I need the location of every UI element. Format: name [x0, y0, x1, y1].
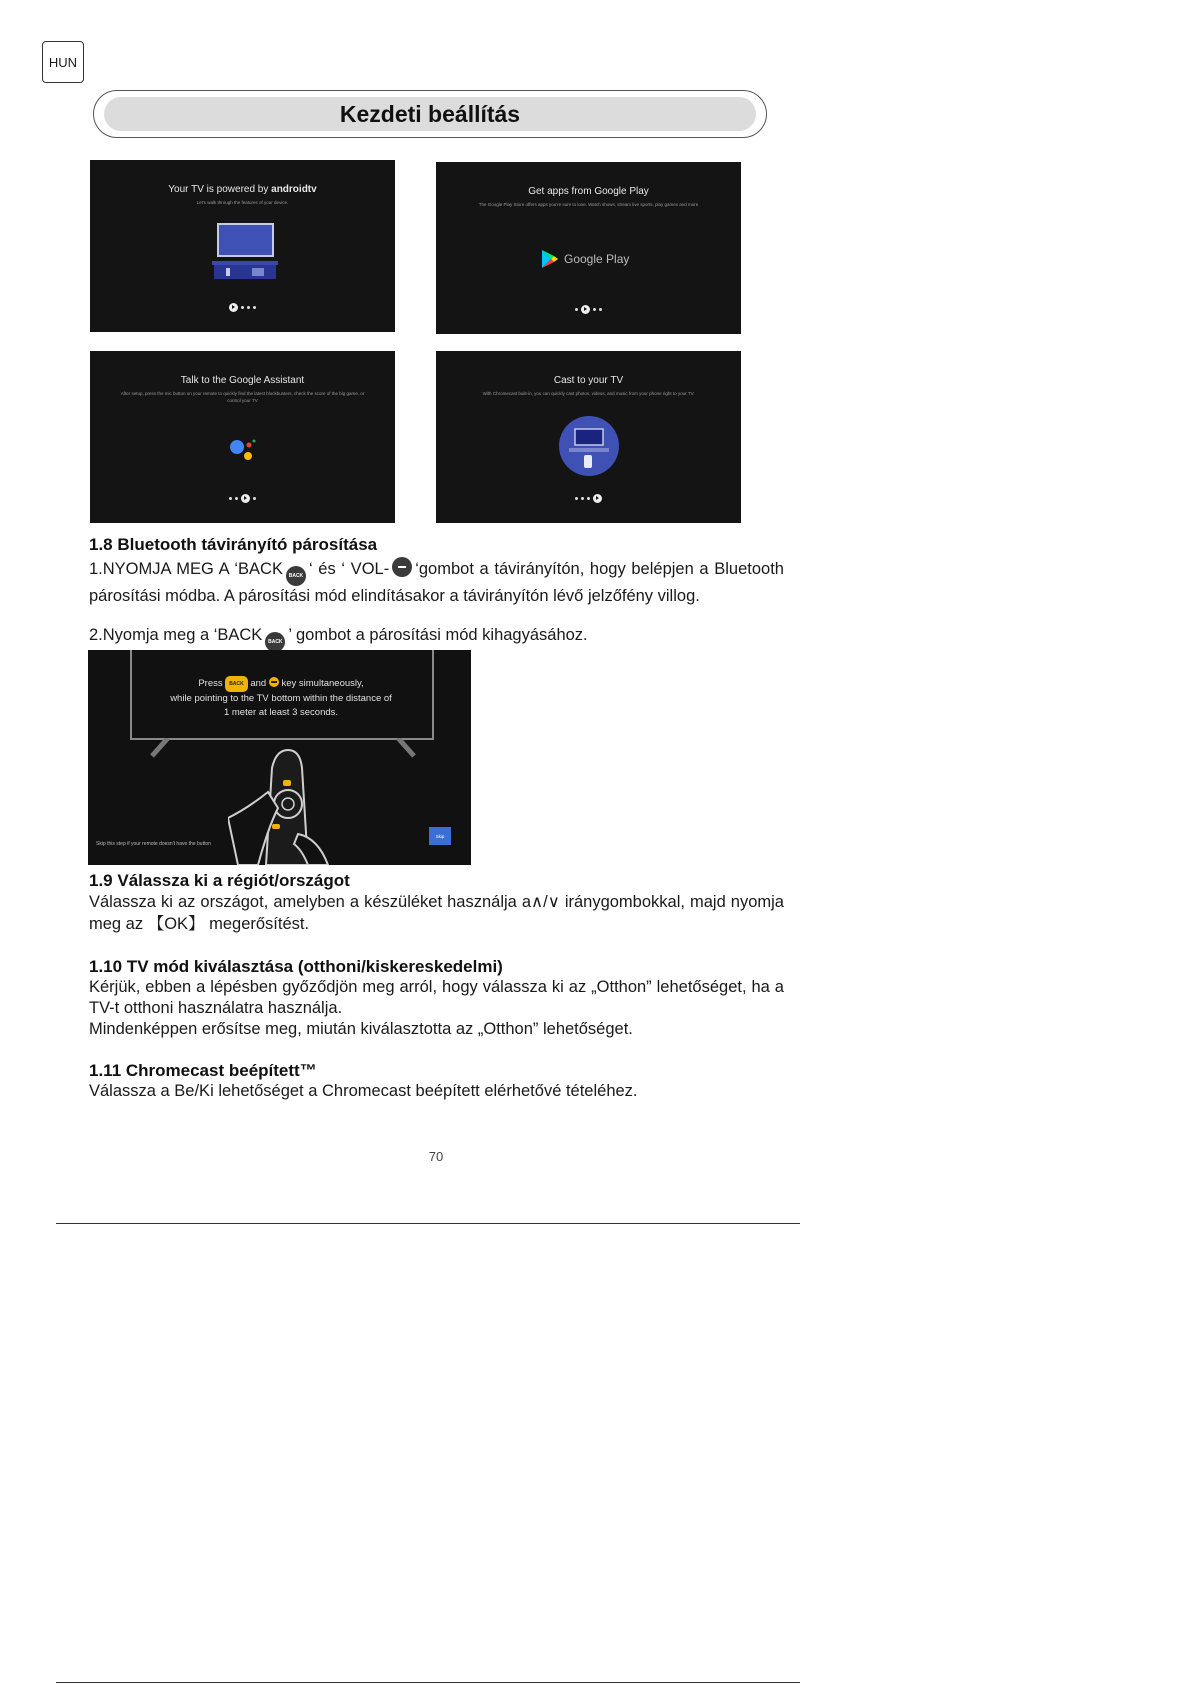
section-1-10-text-1: Kérjük, ebben a lépésben győződjön meg arról, hogy válassza ki az „Otthon” lehetőséget, ha a TV-t otthoni használatra használja. [89, 978, 784, 1017]
next-arrow-icon [241, 494, 250, 503]
section-heading-1-11: 1.11 Chromecast beépített™ [89, 1061, 317, 1080]
section-1-9-text: Válassza ki az országot, amelyben a készüléket használja a∧/∨ iránygombokkal, majd nyomja meg az 【OK】 megerősítést. [89, 893, 784, 933]
screen-subtitle: Let's walk through the features of your device. [196, 200, 289, 205]
section-1-10-text-2: Mindenképpen erősítse meg, miután kiválasztotta az „Otthon” lehetőséget. [89, 1020, 633, 1038]
tv-illustration-icon [212, 222, 278, 288]
screen-title: Your TV is powered by androidtv [168, 184, 317, 195]
google-play-text: Google Play [564, 252, 630, 266]
page-title-banner [93, 90, 767, 138]
pagination-dots [436, 494, 741, 503]
section-heading-1-8: 1.8 Bluetooth távirányító párosítása [89, 535, 378, 554]
remote-in-hand-icon [228, 738, 338, 865]
divider-line [56, 1223, 800, 1224]
vol-minus-icon [392, 557, 412, 577]
screen-subtitle: After setup, press the mic button on your remote to quickly find the latest blockbusters, check the score of the big game, or control your TV [120, 391, 365, 403]
screenshot-android-tv [90, 160, 395, 332]
next-arrow-icon [229, 303, 238, 312]
pagination-dots [90, 303, 395, 312]
screenshot-google-assistant [90, 351, 395, 523]
section-1-8-step-1: 1.NYOMJA MEG A ‘BACK BACK ‘ és ‘ VOL- ‘gombot a távirányítón, hogy belépjen a Bluetooth párosítási módba. A párosítási mód elindításakor a távirányítón lévő jelzőfény villog. [89, 557, 784, 607]
screenshot-remote-pairing [88, 650, 471, 865]
screen-title: Cast to your TV [553, 375, 624, 386]
back-button-icon: BACK [286, 566, 306, 586]
screen-subtitle: The Google Play Store offers apps you're sure to love. Watch shows, stream live sports, play games and more [478, 202, 699, 207]
language-badge: HUN [42, 41, 84, 83]
section-1-11-text: Válassza a Be/Ki lehetőséget a Chromecast beépített elérhetővé tételéhez. [89, 1082, 638, 1100]
cast-illustration-icon [558, 415, 620, 477]
screen-subtitle: With Chromecast built-in, you can quickly cast photos, videos, and music from your phone right to your TV. [482, 391, 695, 396]
skip-button: Skip [429, 827, 451, 845]
section-1-8-step-2: 2.Nyomja meg a ‘BACK BACK ’ gombot a párosítási mód kihagyásához. [89, 625, 784, 652]
page-title: Kezdeti beállítás [339, 100, 521, 127]
google-assistant-icon [228, 435, 258, 465]
next-arrow-icon [581, 305, 590, 314]
section-heading-1-10: 1.10 TV mód kiválasztása (otthoni/kiskereskedelmi) [89, 957, 503, 976]
section-heading-1-9: 1.9 Válassza ki a régiót/országot [89, 871, 350, 890]
back-button-icon: BACK [265, 632, 285, 652]
pairing-instructions: Press BACK and key simultaneously, while pointing to the TV bottom within the distance of 1 meter at least 3 seconds. [170, 678, 392, 718]
screen-title: Get apps from Google Play [528, 186, 649, 197]
back-key-icon: BACK [225, 676, 247, 692]
google-play-icon [542, 250, 558, 268]
page-number: 70 [428, 1149, 444, 1164]
divider-line-bottom [56, 1682, 800, 1683]
pagination-dots [90, 494, 395, 503]
screenshot-cast [436, 351, 741, 523]
google-play-logo [542, 250, 629, 268]
screenshot-google-play [436, 162, 741, 334]
next-arrow-icon [593, 494, 602, 503]
skip-hint: Skip this step if your remote doesn't have the button [96, 841, 211, 847]
screen-title: Talk to the Google Assistant [180, 375, 305, 386]
pagination-dots [436, 305, 741, 314]
vol-minus-key-icon [269, 677, 279, 687]
